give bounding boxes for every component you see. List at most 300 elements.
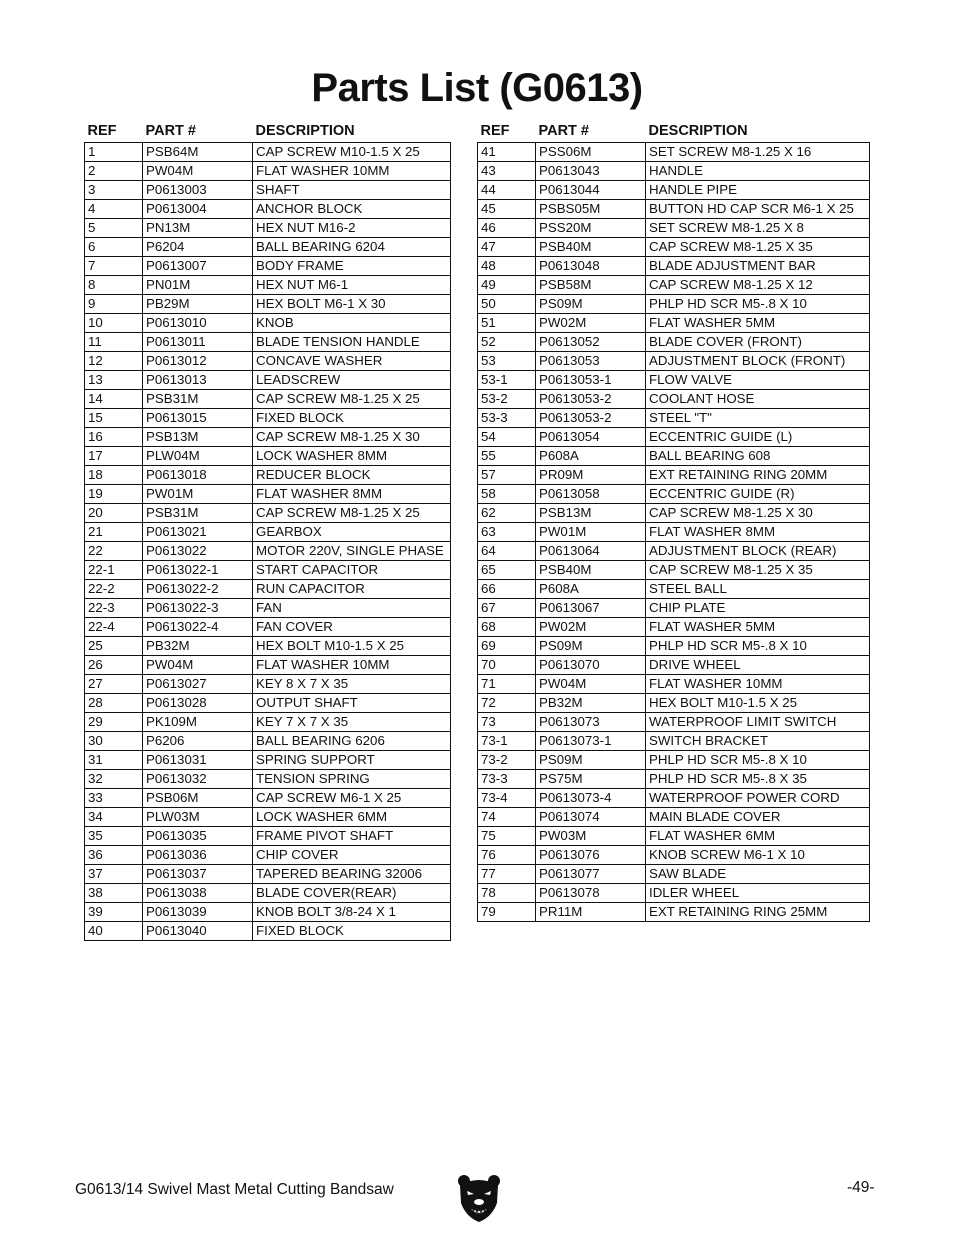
ref-cell: 73-1 bbox=[478, 732, 536, 751]
table-row bbox=[85, 542, 451, 561]
ref-cell: 9 bbox=[85, 295, 143, 314]
ref-cell: 7 bbox=[85, 257, 143, 276]
ref-cell: 31 bbox=[85, 751, 143, 770]
table-row bbox=[85, 846, 451, 865]
table-row bbox=[478, 447, 870, 466]
part-number-cell: PSB31M bbox=[143, 504, 253, 523]
table-row bbox=[478, 732, 870, 751]
description-cell: FIXED BLOCK bbox=[253, 922, 451, 941]
part-number-cell: P0613076 bbox=[536, 846, 646, 865]
ref-cell: 30 bbox=[85, 732, 143, 751]
description-cell: LOCK WASHER 6MM bbox=[253, 808, 451, 827]
part-number-cell: PW03M bbox=[536, 827, 646, 846]
table-row bbox=[85, 447, 451, 466]
ref-cell: 52 bbox=[478, 333, 536, 352]
part-number-cell: PB29M bbox=[143, 295, 253, 314]
part-number-cell: P0613058 bbox=[536, 485, 646, 504]
part-number-cell: PLW03M bbox=[143, 808, 253, 827]
part-number-cell: P0613039 bbox=[143, 903, 253, 922]
description-cell: HEX BOLT M6-1 X 30 bbox=[253, 295, 451, 314]
table-row bbox=[85, 732, 451, 751]
part-number-cell: PSB58M bbox=[536, 276, 646, 295]
part-number-cell: PR09M bbox=[536, 466, 646, 485]
description-cell: KNOB BOLT 3/8-24 X 1 bbox=[253, 903, 451, 922]
ref-cell: 72 bbox=[478, 694, 536, 713]
ref-cell: 68 bbox=[478, 618, 536, 637]
description-cell: WATERPROOF LIMIT SWITCH bbox=[646, 713, 870, 732]
ref-cell: 45 bbox=[478, 200, 536, 219]
table-row bbox=[478, 409, 870, 428]
table-row bbox=[478, 523, 870, 542]
part-number-cell: P0613048 bbox=[536, 257, 646, 276]
table-row bbox=[85, 599, 451, 618]
description-cell: BALL BEARING 608 bbox=[646, 447, 870, 466]
table-row bbox=[85, 295, 451, 314]
description-cell: PHLP HD SCR M5-.8 X 10 bbox=[646, 295, 870, 314]
ref-header: REF bbox=[87, 122, 117, 139]
ref-cell: 53-1 bbox=[478, 371, 536, 390]
ref-cell: 22 bbox=[85, 542, 143, 561]
table-row bbox=[478, 694, 870, 713]
description-header: DESCRIPTION bbox=[648, 122, 748, 139]
ref-cell: 17 bbox=[85, 447, 143, 466]
table-row bbox=[478, 846, 870, 865]
ref-cell: 11 bbox=[85, 333, 143, 352]
ref-cell: 41 bbox=[478, 143, 536, 162]
part-number-cell: P0613022-1 bbox=[143, 561, 253, 580]
part-number-cell: PS09M bbox=[536, 295, 646, 314]
table-row bbox=[85, 390, 451, 409]
description-cell: GEARBOX bbox=[253, 523, 451, 542]
table-row bbox=[478, 504, 870, 523]
table-row bbox=[478, 333, 870, 352]
table-row bbox=[85, 276, 451, 295]
table-row bbox=[478, 656, 870, 675]
part-number-cell: P608A bbox=[536, 447, 646, 466]
description-cell: CONCAVE WASHER bbox=[253, 352, 451, 371]
table-row bbox=[85, 523, 451, 542]
part-number-cell: PSB40M bbox=[536, 561, 646, 580]
part-number-cell: PLW04M bbox=[143, 447, 253, 466]
description-cell: START CAPACITOR bbox=[253, 561, 451, 580]
part-number-cell: PSB40M bbox=[536, 238, 646, 257]
table-row bbox=[478, 428, 870, 447]
part-number-cell: P0613064 bbox=[536, 542, 646, 561]
table-row bbox=[478, 865, 870, 884]
part-number-cell: P608A bbox=[536, 580, 646, 599]
part-number-cell: PW04M bbox=[143, 656, 253, 675]
table-header-row bbox=[478, 121, 870, 143]
part-number-cell: PB32M bbox=[143, 637, 253, 656]
description-cell: COOLANT HOSE bbox=[646, 390, 870, 409]
table-row bbox=[478, 751, 870, 770]
ref-cell: 55 bbox=[478, 447, 536, 466]
ref-cell: 12 bbox=[85, 352, 143, 371]
part-number-cell: PB32M bbox=[536, 694, 646, 713]
ref-cell: 74 bbox=[478, 808, 536, 827]
description-cell: PHLP HD SCR M5-.8 X 10 bbox=[646, 637, 870, 656]
description-cell: KEY 7 X 7 X 35 bbox=[253, 713, 451, 732]
part-number-cell: PSB13M bbox=[536, 504, 646, 523]
description-cell: SET SCREW M8-1.25 X 8 bbox=[646, 219, 870, 238]
ref-cell: 20 bbox=[85, 504, 143, 523]
table-row bbox=[478, 162, 870, 181]
ref-cell: 22-2 bbox=[85, 580, 143, 599]
description-cell: HANDLE bbox=[646, 162, 870, 181]
description-cell: KNOB bbox=[253, 314, 451, 333]
description-header: DESCRIPTION bbox=[255, 122, 355, 139]
table-row bbox=[85, 580, 451, 599]
table-row bbox=[478, 903, 870, 922]
table-row bbox=[85, 694, 451, 713]
part-number-cell: PSB64M bbox=[143, 143, 253, 162]
table-row bbox=[478, 371, 870, 390]
table-row bbox=[85, 428, 451, 447]
ref-cell: 36 bbox=[85, 846, 143, 865]
ref-cell: 50 bbox=[478, 295, 536, 314]
part-number-cell: P0613036 bbox=[143, 846, 253, 865]
description-cell: MAIN BLADE COVER bbox=[646, 808, 870, 827]
ref-header: REF bbox=[480, 122, 510, 139]
ref-cell: 22-3 bbox=[85, 599, 143, 618]
description-cell: CAP SCREW M8-1.25 X 35 bbox=[646, 561, 870, 580]
table-row bbox=[478, 314, 870, 333]
part-number-cell: P0613074 bbox=[536, 808, 646, 827]
part-number-cell: PS75M bbox=[536, 770, 646, 789]
page-number: -49- bbox=[847, 1179, 875, 1196]
bear-head-icon bbox=[457, 1173, 501, 1223]
part-number-cell: P0613035 bbox=[143, 827, 253, 846]
table-row bbox=[478, 295, 870, 314]
part-number-cell: PSB13M bbox=[143, 428, 253, 447]
table-row bbox=[478, 789, 870, 808]
table-row bbox=[85, 675, 451, 694]
table-row bbox=[85, 713, 451, 732]
part-number-cell: P0613040 bbox=[143, 922, 253, 941]
description-cell: ANCHOR BLOCK bbox=[253, 200, 451, 219]
description-cell: CHIP PLATE bbox=[646, 599, 870, 618]
table-row bbox=[478, 181, 870, 200]
table-row bbox=[478, 143, 870, 162]
ref-cell: 44 bbox=[478, 181, 536, 200]
ref-cell: 67 bbox=[478, 599, 536, 618]
ref-cell: 51 bbox=[478, 314, 536, 333]
table-row bbox=[478, 219, 870, 238]
part-number-cell: P0613043 bbox=[536, 162, 646, 181]
ref-cell: 57 bbox=[478, 466, 536, 485]
description-cell: HEX NUT M16-2 bbox=[253, 219, 451, 238]
description-cell: BLADE TENSION HANDLE bbox=[253, 333, 451, 352]
ref-cell: 40 bbox=[85, 922, 143, 941]
description-cell: BLADE COVER (FRONT) bbox=[646, 333, 870, 352]
part-number-cell: P0613015 bbox=[143, 409, 253, 428]
table-row bbox=[85, 200, 451, 219]
part-number-cell: P0613010 bbox=[143, 314, 253, 333]
part-number-cell: P0613028 bbox=[143, 694, 253, 713]
parts-table-left bbox=[84, 121, 451, 941]
description-cell: ADJUSTMENT BLOCK (FRONT) bbox=[646, 352, 870, 371]
part-number-cell: PW04M bbox=[143, 162, 253, 181]
ref-cell: 15 bbox=[85, 409, 143, 428]
ref-cell: 5 bbox=[85, 219, 143, 238]
ref-cell: 2 bbox=[85, 162, 143, 181]
table-row bbox=[85, 352, 451, 371]
description-cell: SET SCREW M8-1.25 X 16 bbox=[646, 143, 870, 162]
table-row bbox=[478, 713, 870, 732]
table-row bbox=[85, 371, 451, 390]
description-cell: FLOW VALVE bbox=[646, 371, 870, 390]
table-row bbox=[478, 884, 870, 903]
table-row bbox=[85, 238, 451, 257]
ref-cell: 22-4 bbox=[85, 618, 143, 637]
description-cell: BLADE COVER(REAR) bbox=[253, 884, 451, 903]
description-cell: RUN CAPACITOR bbox=[253, 580, 451, 599]
ref-cell: 4 bbox=[85, 200, 143, 219]
description-cell: CAP SCREW M6-1 X 25 bbox=[253, 789, 451, 808]
description-cell: STEEL BALL bbox=[646, 580, 870, 599]
ref-cell: 77 bbox=[478, 865, 536, 884]
part-number-cell: PR11M bbox=[536, 903, 646, 922]
table-row bbox=[85, 181, 451, 200]
ref-cell: 73 bbox=[478, 713, 536, 732]
part-number-cell: PK109M bbox=[143, 713, 253, 732]
ref-cell: 79 bbox=[478, 903, 536, 922]
part-number-cell: P0613031 bbox=[143, 751, 253, 770]
ref-cell: 76 bbox=[478, 846, 536, 865]
description-cell: SHAFT bbox=[253, 181, 451, 200]
description-cell: MOTOR 220V, SINGLE PHASE bbox=[253, 542, 451, 561]
description-cell: HEX BOLT M10-1.5 X 25 bbox=[253, 637, 451, 656]
part-number-cell: PSBS05M bbox=[536, 200, 646, 219]
ref-cell: 46 bbox=[478, 219, 536, 238]
table-row bbox=[85, 808, 451, 827]
ref-cell: 47 bbox=[478, 238, 536, 257]
part-number-cell: PSS06M bbox=[536, 143, 646, 162]
table-row bbox=[85, 770, 451, 789]
part-number-cell: P0613012 bbox=[143, 352, 253, 371]
table-row bbox=[85, 751, 451, 770]
table-row bbox=[85, 219, 451, 238]
table-row bbox=[478, 485, 870, 504]
description-cell: FLAT WASHER 10MM bbox=[646, 675, 870, 694]
manual-title: G0613/14 Swivel Mast Metal Cutting Bandsaw bbox=[75, 1181, 394, 1198]
ref-cell: 73-4 bbox=[478, 789, 536, 808]
table-row bbox=[85, 922, 451, 941]
ref-cell: 1 bbox=[85, 143, 143, 162]
part-number-cell: P0613078 bbox=[536, 884, 646, 903]
description-cell: BALL BEARING 6204 bbox=[253, 238, 451, 257]
table-row bbox=[478, 618, 870, 637]
part-number-cell: P0613073-1 bbox=[536, 732, 646, 751]
part-number-cell: P0613073-4 bbox=[536, 789, 646, 808]
ref-cell: 69 bbox=[478, 637, 536, 656]
ref-cell: 70 bbox=[478, 656, 536, 675]
table-row bbox=[85, 903, 451, 922]
table-row bbox=[85, 504, 451, 523]
part-number-cell: PW02M bbox=[536, 314, 646, 333]
description-cell: FIXED BLOCK bbox=[253, 409, 451, 428]
ref-cell: 13 bbox=[85, 371, 143, 390]
table-row bbox=[478, 637, 870, 656]
description-cell: PHLP HD SCR M5-.8 X 35 bbox=[646, 770, 870, 789]
ref-cell: 25 bbox=[85, 637, 143, 656]
table-row bbox=[478, 580, 870, 599]
description-cell: CAP SCREW M10-1.5 X 25 bbox=[253, 143, 451, 162]
description-cell: ECCENTRIC GUIDE (L) bbox=[646, 428, 870, 447]
ref-cell: 62 bbox=[478, 504, 536, 523]
ref-cell: 65 bbox=[478, 561, 536, 580]
description-cell: BODY FRAME bbox=[253, 257, 451, 276]
table-row bbox=[85, 333, 451, 352]
part-number-cell: PS09M bbox=[536, 637, 646, 656]
part-number-cell: P0613027 bbox=[143, 675, 253, 694]
ref-cell: 10 bbox=[85, 314, 143, 333]
description-cell: FRAME PIVOT SHAFT bbox=[253, 827, 451, 846]
description-cell: CAP SCREW M8-1.25 X 12 bbox=[646, 276, 870, 295]
ref-cell: 18 bbox=[85, 466, 143, 485]
ref-cell: 21 bbox=[85, 523, 143, 542]
part-number-cell: P0613053-1 bbox=[536, 371, 646, 390]
description-cell: FLAT WASHER 6MM bbox=[646, 827, 870, 846]
part-number-cell: P0613067 bbox=[536, 599, 646, 618]
part-number-cell: PSB31M bbox=[143, 390, 253, 409]
description-cell: ECCENTRIC GUIDE (R) bbox=[646, 485, 870, 504]
description-cell: LEADSCREW bbox=[253, 371, 451, 390]
description-cell: PHLP HD SCR M5-.8 X 10 bbox=[646, 751, 870, 770]
description-cell: SWITCH BRACKET bbox=[646, 732, 870, 751]
table-row bbox=[478, 542, 870, 561]
table-row bbox=[478, 808, 870, 827]
table-row bbox=[478, 770, 870, 789]
ref-cell: 16 bbox=[85, 428, 143, 447]
description-cell: HEX BOLT M10-1.5 X 25 bbox=[646, 694, 870, 713]
description-cell: TAPERED BEARING 32006 bbox=[253, 865, 451, 884]
part-number-cell: P0613032 bbox=[143, 770, 253, 789]
part-number-cell: P0613073 bbox=[536, 713, 646, 732]
ref-cell: 32 bbox=[85, 770, 143, 789]
table-row bbox=[85, 789, 451, 808]
description-cell: OUTPUT SHAFT bbox=[253, 694, 451, 713]
description-cell: FAN COVER bbox=[253, 618, 451, 637]
table-row bbox=[478, 200, 870, 219]
description-cell: CAP SCREW M8-1.25 X 25 bbox=[253, 504, 451, 523]
page-title: Parts List (G0613) bbox=[311, 66, 643, 110]
part-number-header: PART # bbox=[145, 122, 196, 139]
part-number-cell: P0613053 bbox=[536, 352, 646, 371]
description-cell: HANDLE PIPE bbox=[646, 181, 870, 200]
table-row bbox=[478, 257, 870, 276]
description-cell: STEEL "T" bbox=[646, 409, 870, 428]
ref-cell: 48 bbox=[478, 257, 536, 276]
ref-cell: 29 bbox=[85, 713, 143, 732]
part-number-cell: P0613044 bbox=[536, 181, 646, 200]
ref-cell: 19 bbox=[85, 485, 143, 504]
part-number-cell: P0613052 bbox=[536, 333, 646, 352]
ref-cell: 71 bbox=[478, 675, 536, 694]
description-cell: REDUCER BLOCK bbox=[253, 466, 451, 485]
ref-cell: 43 bbox=[478, 162, 536, 181]
ref-cell: 22-1 bbox=[85, 561, 143, 580]
part-number-cell: P0613021 bbox=[143, 523, 253, 542]
part-number-cell: P0613022-3 bbox=[143, 599, 253, 618]
ref-cell: 53-2 bbox=[478, 390, 536, 409]
ref-cell: 78 bbox=[478, 884, 536, 903]
ref-cell: 54 bbox=[478, 428, 536, 447]
part-number-cell: P0613013 bbox=[143, 371, 253, 390]
part-number-cell: P0613022-2 bbox=[143, 580, 253, 599]
part-number-cell: P0613054 bbox=[536, 428, 646, 447]
part-number-header: PART # bbox=[538, 122, 589, 139]
ref-cell: 28 bbox=[85, 694, 143, 713]
description-cell: BUTTON HD CAP SCR M6-1 X 25 bbox=[646, 200, 870, 219]
description-cell: CAP SCREW M8-1.25 X 35 bbox=[646, 238, 870, 257]
ref-cell: 3 bbox=[85, 181, 143, 200]
part-number-cell: P0613077 bbox=[536, 865, 646, 884]
part-number-cell: P6206 bbox=[143, 732, 253, 751]
ref-cell: 73-3 bbox=[478, 770, 536, 789]
table-row bbox=[478, 827, 870, 846]
part-number-cell: PSB06M bbox=[143, 789, 253, 808]
table-row bbox=[85, 618, 451, 637]
ref-cell: 75 bbox=[478, 827, 536, 846]
ref-cell: 73-2 bbox=[478, 751, 536, 770]
description-cell: KEY 8 X 7 X 35 bbox=[253, 675, 451, 694]
part-number-cell: P0613053-2 bbox=[536, 390, 646, 409]
part-number-cell: PN13M bbox=[143, 219, 253, 238]
ref-cell: 35 bbox=[85, 827, 143, 846]
ref-cell: 34 bbox=[85, 808, 143, 827]
table-header-row bbox=[85, 121, 451, 143]
part-number-cell: P0613011 bbox=[143, 333, 253, 352]
table-row bbox=[85, 656, 451, 675]
description-cell: CAP SCREW M8-1.25 X 30 bbox=[253, 428, 451, 447]
ref-cell: 27 bbox=[85, 675, 143, 694]
ref-cell: 64 bbox=[478, 542, 536, 561]
description-cell: ADJUSTMENT BLOCK (REAR) bbox=[646, 542, 870, 561]
description-cell: BALL BEARING 6206 bbox=[253, 732, 451, 751]
parts-table-right bbox=[477, 121, 870, 922]
table-row bbox=[85, 409, 451, 428]
description-cell: FLAT WASHER 5MM bbox=[646, 314, 870, 333]
part-number-cell: P0613053-2 bbox=[536, 409, 646, 428]
table-row bbox=[85, 257, 451, 276]
description-cell: DRIVE WHEEL bbox=[646, 656, 870, 675]
description-cell: IDLER WHEEL bbox=[646, 884, 870, 903]
table-row bbox=[478, 352, 870, 371]
part-number-cell: P0613003 bbox=[143, 181, 253, 200]
ref-cell: 26 bbox=[85, 656, 143, 675]
table-row bbox=[478, 561, 870, 580]
table-row bbox=[85, 884, 451, 903]
part-number-cell: P0613022 bbox=[143, 542, 253, 561]
description-cell: EXT RETAINING RING 20MM bbox=[646, 466, 870, 485]
ref-cell: 53-3 bbox=[478, 409, 536, 428]
part-number-cell: P0613070 bbox=[536, 656, 646, 675]
part-number-cell: P0613037 bbox=[143, 865, 253, 884]
ref-cell: 38 bbox=[85, 884, 143, 903]
ref-cell: 49 bbox=[478, 276, 536, 295]
table-row bbox=[478, 599, 870, 618]
description-cell: BLADE ADJUSTMENT BAR bbox=[646, 257, 870, 276]
ref-cell: 58 bbox=[478, 485, 536, 504]
part-number-cell: PS09M bbox=[536, 751, 646, 770]
description-cell: FLAT WASHER 10MM bbox=[253, 656, 451, 675]
description-cell: EXT RETAINING RING 25MM bbox=[646, 903, 870, 922]
part-number-cell: PW01M bbox=[143, 485, 253, 504]
description-cell: CAP SCREW M8-1.25 X 25 bbox=[253, 390, 451, 409]
ref-cell: 14 bbox=[85, 390, 143, 409]
table-row bbox=[85, 314, 451, 333]
